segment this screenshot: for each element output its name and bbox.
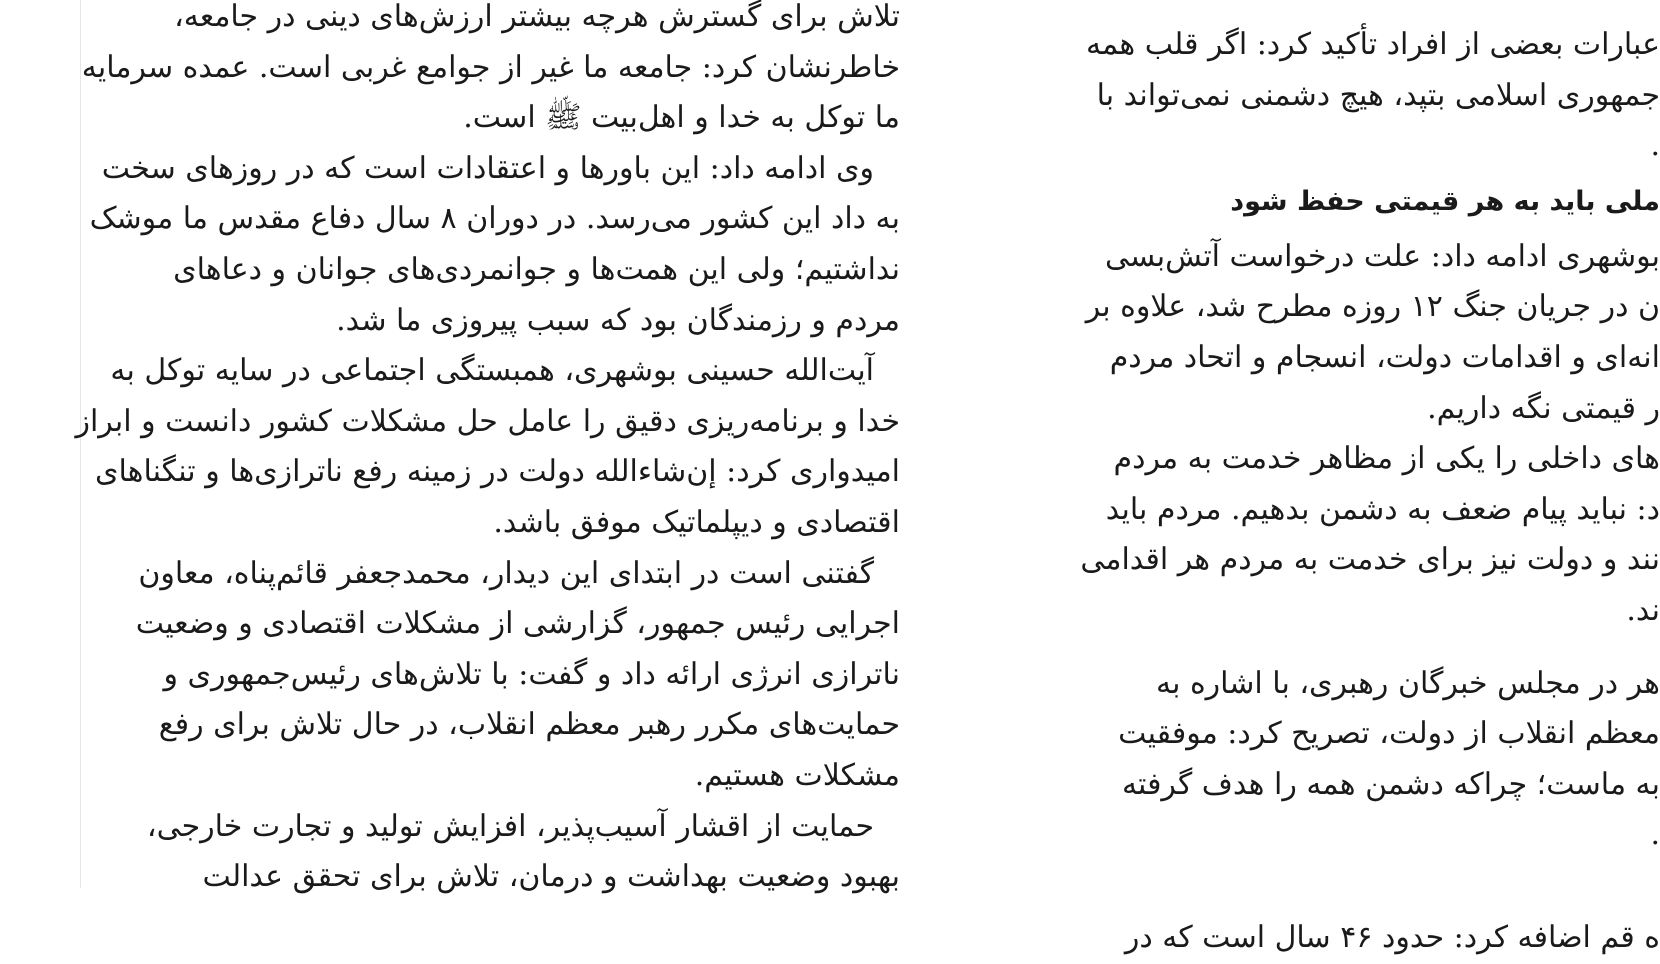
text-line: نداشتیم؛ ولی این همت‌ها و جوانمردی‌های جوانان و دعاهای [173, 251, 900, 287]
text-line: آیت‌الله حسینی بوشهری، همبستگی اجتماعی در سایه توکل به [110, 353, 874, 389]
text-line: ن در جریان جنگ ۱۲ روزه مطرح شد، علاوه بر [1085, 289, 1660, 325]
text-line: وی ادامه داد: این باورها و اعتقادات است که در روزهای سخت [101, 150, 874, 186]
text-line: مشکلات هستیم. [694, 757, 900, 793]
text-line: اجرایی رئیس جمهور، گزارشی از مشکلات اقتصادی و وضعیت [135, 606, 900, 642]
text-line: امیدواری کرد: إن‌شاءالله دولت در زمینه رفع ناترازی‌ها و تنگناهای [95, 454, 900, 490]
paragraph-gap [1020, 637, 1660, 659]
text-line: اقتصادی و دیپلماتیک موفق باشد. [493, 504, 900, 540]
paragraph-r1 [1020, 20, 1660, 172]
text-line: ناترازی انرژی ارائه داد و گفت: با تلاش‌های رئیس‌جمهوری و [163, 656, 900, 692]
text-line: انه‌ای و اقدامات دولت، انسجام و اتحاد مردم [1109, 339, 1660, 375]
text-line: . [1650, 817, 1660, 853]
text-line: حمایت‌های مکرر رهبر معظم انقلاب، در حال تلاش برای رفع [158, 707, 900, 743]
text-line: ه قم اضافه کرد: حدود ۴۶ سال است که در [1124, 919, 1660, 955]
text-line: ما توکل به خدا و اهل‌بیت ﷺ است. [463, 100, 900, 136]
paragraph-r3 [1020, 434, 1660, 636]
text-line: خاطرنشان کرد: جامعه ما غیر از جوامع غربی است. عمده سرمایه [81, 49, 900, 85]
text-line: حمایت از اقشار آسیب‌پذیر، افزایش تولید و تجارت خارجی، [146, 808, 874, 844]
text-line: به ماست؛ چراکه دشمن همه را هدف گرفته [1121, 766, 1660, 802]
article-column-right [940, 20, 1660, 964]
text-line: گفتنی است در ابتدای این دیدار، محمدجعفر قائم‌پناه، معاون [138, 555, 874, 591]
text-line: عبارات بعضی از افراد تأکید کرد: اگر قلب همه [1085, 27, 1660, 62]
text-line: د: نباید پیام ضعف به دشمن بدهیم. مردم باید [1105, 491, 1660, 527]
text-line: خدا و برنامه‌ریزی دقیق را عامل حل مشکلات کشور دانست و ابراز [75, 403, 900, 439]
article-column-left [75, 0, 900, 903]
text-line: معظم انقلاب از دولت، تصریح کرد: موفقیت [1118, 716, 1660, 752]
text-line: بهبود وضعیت بهداشت و درمان، تلاش برای تحقق عدالت [202, 859, 900, 895]
text-line: ر قیمتی نگه داریم. [1427, 390, 1660, 426]
paragraph-1 [81, 0, 900, 144]
text-line: های داخلی را یکی از مظاهر خدمت به مردم [1113, 441, 1660, 477]
text-line: ند. [1626, 592, 1660, 628]
section-subheading: ملی باید به هر قیمتی حفظ شود [1230, 185, 1660, 217]
paragraph-r4 [1020, 659, 1660, 861]
text-line: بوشهری ادامه داد: علت درخواست آتش‌بسی [1104, 238, 1660, 274]
paragraph-gap [1020, 861, 1660, 913]
text-line: . [1650, 128, 1660, 164]
text-line: تلاش برای گسترش هرچه بیشتر ارزش‌های دینی در جامعه، [174, 0, 900, 34]
paragraph-3 [75, 346, 900, 548]
text-line: جمهوری اسلامی بتپد، هیچ دشمنی نمی‌تواند با [1096, 77, 1660, 113]
text-line: هر در مجلس خبرگان رهبری، با اشاره به [1155, 665, 1660, 701]
text-line: نند و دولت نیز برای خدمت به مردم هر اقدامی [1080, 542, 1660, 578]
paragraph-4 [100, 549, 900, 802]
paragraph-r2 [1020, 232, 1660, 434]
paragraph-5 [100, 802, 900, 903]
paragraph-r5 [1020, 913, 1660, 964]
text-line: به داد این کشور می‌رسد. در دوران ۸ سال دفاع مقدس ما موشک [89, 201, 900, 237]
paragraph-2 [89, 144, 900, 346]
text-line: مردم و رزمندگان بود که سبب پیروزی ما شد. [336, 302, 900, 338]
